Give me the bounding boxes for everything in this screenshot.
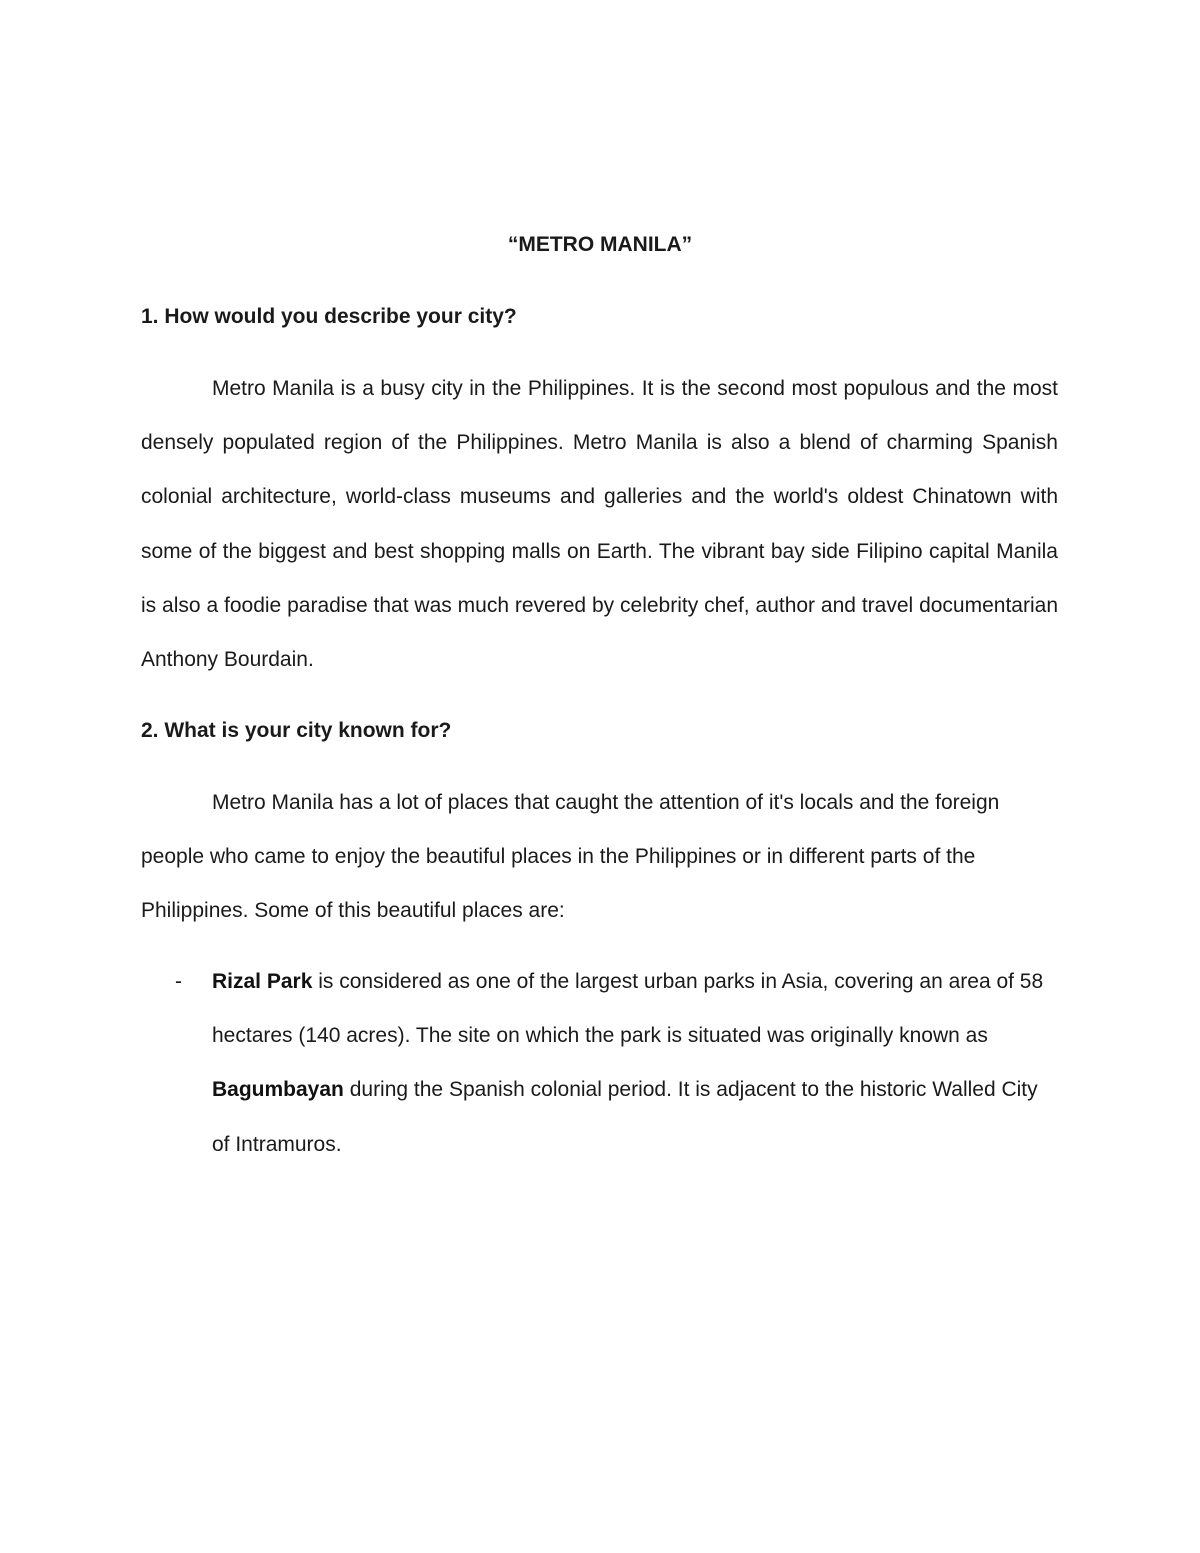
list-item-description-end: during the Spanish colonial period. It is adjacent to the historic Walled City of Intramuros. <box>212 1078 1038 1156</box>
answer-paragraph: Metro Manila has a lot of places that caught the attention of it's locals and the foreign people who came to enjoy the beautiful places in the Philippines or in different parts of the Philippines. Some of this beautiful places are: <box>141 791 1000 923</box>
question-heading: 2. What is your city known for? <box>141 719 452 742</box>
answer-paragraph: Metro Manila is a busy city in the Philippines. It is the second most populous and the most densely populated region of the Philippines. Metro Manila is also a blend of charming Spanish colonial architecture, world-class museums and galleries and the world's oldest Chinatown with some of the biggest and best shopping malls on Earth. The vibrant bay side Filipino capital Manila is also a foodie paradise that was much revered by celebrity chef, author and travel documentarian Anthony Bourdain. <box>141 377 1058 672</box>
place-name: Rizal Park <box>212 970 313 993</box>
historical-name: Bagumbayan <box>212 1078 344 1102</box>
list-bullet-marker: - <box>175 970 182 993</box>
list-item-text <box>212 955 1052 1172</box>
document-title: “METRO MANILA” <box>507 233 693 256</box>
question-heading: 1. How would you describe your city? <box>141 305 517 328</box>
list-item-description: is considered as one of the largest urban parks in Asia, covering an area of 58 hectares (140 acres). The site on which the park is situated was originally known as <box>212 970 1044 1048</box>
